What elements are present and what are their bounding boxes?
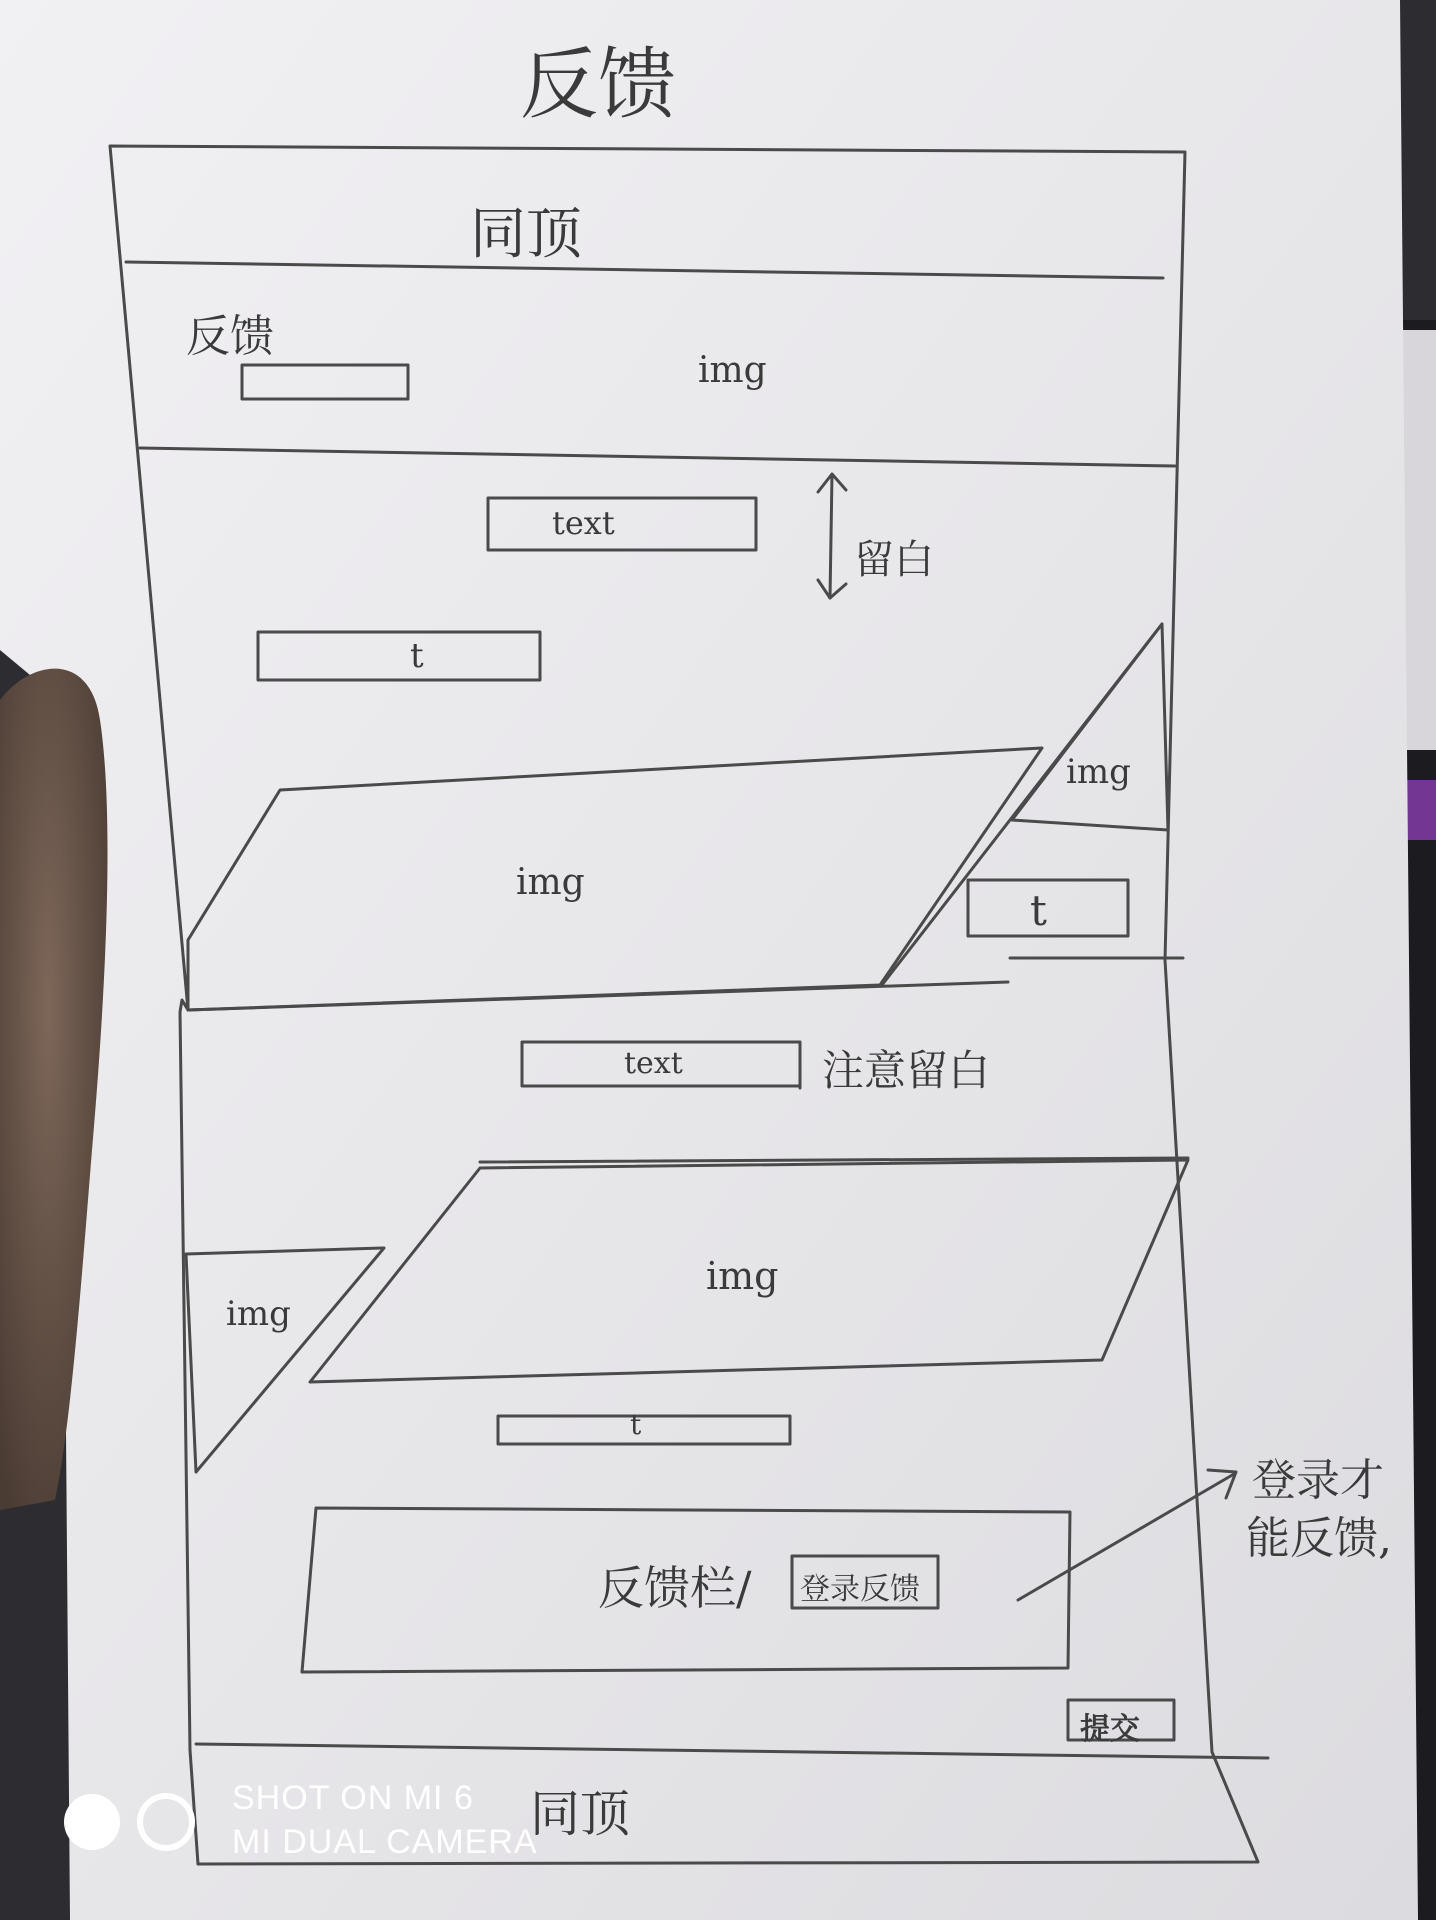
t-label-2: t xyxy=(1030,886,1047,935)
t-label-1: t xyxy=(410,636,424,676)
login-note-line2: 能反馈, xyxy=(1246,1513,1392,1564)
text-label-1: text xyxy=(552,504,615,542)
feedback-box-label: 反馈栏/ xyxy=(598,1561,752,1615)
img-label-parallelogram-2: img xyxy=(706,1254,779,1298)
whitespace-note: 留白 xyxy=(854,537,934,583)
watermark-line-2: MI DUAL CAMERA xyxy=(232,1823,538,1861)
submit-label: 提交 xyxy=(1080,1712,1140,1747)
t-label-3: t xyxy=(630,1408,642,1441)
login-note-line1: 登录才 xyxy=(1252,1455,1384,1506)
login-feedback-button-label: 登录反馈 xyxy=(800,1572,920,1607)
footer-label: 同顶 xyxy=(530,1785,630,1843)
watermark-dot-filled xyxy=(64,1794,120,1850)
header-label: 同顶 xyxy=(470,202,582,267)
watermark-line-1: SHOT ON MI 6 xyxy=(232,1779,474,1817)
feedback-label: 反馈 xyxy=(186,311,274,362)
img-label-banner: img xyxy=(698,350,767,391)
purple-light xyxy=(1404,780,1436,840)
img-label-parallelogram-1: img xyxy=(516,862,585,903)
page-title: 反馈 xyxy=(520,40,677,130)
img-label-triangle-right: img xyxy=(1066,752,1131,792)
text-label-2: text xyxy=(624,1046,683,1081)
img-label-triangle-left: img xyxy=(226,1294,291,1334)
attention-note: 注意留白 xyxy=(822,1046,991,1095)
whitespace-arrow xyxy=(830,475,832,598)
